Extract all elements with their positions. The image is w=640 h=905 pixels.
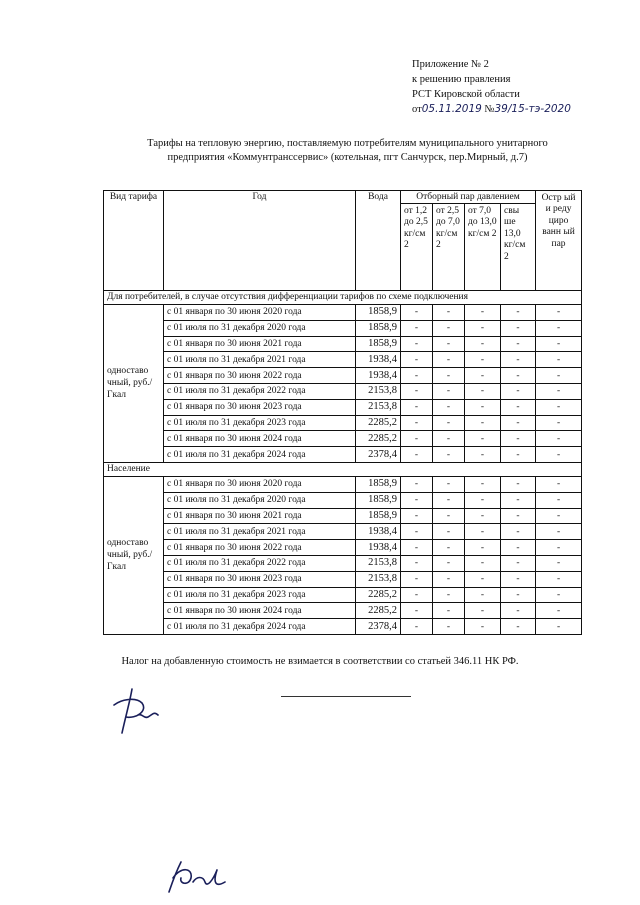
date-prefix: от <box>412 104 422 115</box>
header-steam-group: Отборный пар давлением <box>401 191 536 204</box>
empty-tariff-cell: - <box>536 476 582 492</box>
empty-tariff-cell: - <box>536 492 582 508</box>
header-steam-4: свы ше 13,0 кг/см 2 <box>501 204 536 291</box>
water-tariff-cell: 1858,9 <box>356 476 401 492</box>
title-line-2: предприятия «Коммунтранссервис» (котельная, пгт Санчурск, пер.Мирный, д.7) <box>167 152 528 163</box>
period-cell: с 01 января по 30 июня 2022 года <box>164 540 356 556</box>
period-cell: с 01 июля по 31 декабря 2020 года <box>164 320 356 336</box>
table-row <box>104 431 582 447</box>
table-row <box>104 352 582 368</box>
empty-tariff-cell: - <box>501 524 536 540</box>
empty-tariff-cell: - <box>433 540 465 556</box>
water-tariff-cell: 1858,9 <box>356 492 401 508</box>
tariff-table <box>103 190 582 635</box>
table-row <box>104 415 582 431</box>
empty-tariff-cell: - <box>433 603 465 619</box>
water-tariff-cell: 2153,8 <box>356 555 401 571</box>
empty-tariff-cell: - <box>536 336 582 352</box>
empty-tariff-cell: - <box>501 447 536 463</box>
empty-tariff-cell: - <box>465 415 501 431</box>
period-cell: с 01 июля по 31 декабря 2021 года <box>164 352 356 368</box>
empty-tariff-cell: - <box>536 447 582 463</box>
period-cell: с 01 января по 30 июня 2023 года <box>164 399 356 415</box>
empty-tariff-cell: - <box>465 524 501 540</box>
empty-tariff-cell: - <box>501 368 536 384</box>
appendix-title: Приложение № 2 <box>412 59 489 70</box>
empty-tariff-cell: - <box>536 508 582 524</box>
appendix-block <box>412 57 571 117</box>
empty-tariff-cell: - <box>433 555 465 571</box>
empty-tariff-cell: - <box>465 492 501 508</box>
header-row-1 <box>104 191 582 204</box>
table-row <box>104 336 582 352</box>
empty-tariff-cell: - <box>401 555 433 571</box>
tariff-table-body <box>104 291 582 635</box>
empty-tariff-cell: - <box>401 540 433 556</box>
empty-tariff-cell: - <box>401 476 433 492</box>
section-row <box>104 462 582 476</box>
vat-note: Налог на добавленную стоимость не взимается в соответствии со статьей 346.11 НК РФ. <box>121 656 519 667</box>
table-row <box>104 320 582 336</box>
empty-tariff-cell: - <box>433 368 465 384</box>
number-prefix: № <box>484 104 495 115</box>
empty-tariff-cell: - <box>501 336 536 352</box>
period-cell: с 01 января по 30 июня 2024 года <box>164 603 356 619</box>
empty-tariff-cell: - <box>401 305 433 321</box>
table-row <box>104 571 582 587</box>
water-tariff-cell: 1938,4 <box>356 368 401 384</box>
empty-tariff-cell: - <box>465 336 501 352</box>
signature-line <box>281 696 411 697</box>
water-tariff-cell: 2285,2 <box>356 587 401 603</box>
empty-tariff-cell: - <box>433 447 465 463</box>
empty-tariff-cell: - <box>536 587 582 603</box>
empty-tariff-cell: - <box>433 399 465 415</box>
table-row <box>104 524 582 540</box>
empty-tariff-cell: - <box>433 383 465 399</box>
table-row <box>104 383 582 399</box>
empty-tariff-cell: - <box>433 415 465 431</box>
empty-tariff-cell: - <box>501 492 536 508</box>
empty-tariff-cell: - <box>401 336 433 352</box>
empty-tariff-cell: - <box>401 524 433 540</box>
empty-tariff-cell: - <box>433 476 465 492</box>
table-row <box>104 447 582 463</box>
period-cell: с 01 июля по 31 декабря 2023 года <box>164 415 356 431</box>
empty-tariff-cell: - <box>501 320 536 336</box>
empty-tariff-cell: - <box>433 508 465 524</box>
empty-tariff-cell: - <box>465 587 501 603</box>
table-row <box>104 368 582 384</box>
water-tariff-cell: 1858,9 <box>356 508 401 524</box>
table-row <box>104 508 582 524</box>
empty-tariff-cell: - <box>501 540 536 556</box>
empty-tariff-cell: - <box>536 415 582 431</box>
water-tariff-cell: 1938,4 <box>356 524 401 540</box>
empty-tariff-cell: - <box>401 399 433 415</box>
water-tariff-cell: 2153,8 <box>356 399 401 415</box>
period-cell: с 01 июля по 31 декабря 2024 года <box>164 447 356 463</box>
document-title <box>100 137 595 165</box>
empty-tariff-cell: - <box>465 619 501 635</box>
empty-tariff-cell: - <box>433 619 465 635</box>
appendix-decision: к решению правления <box>412 74 511 85</box>
empty-tariff-cell: - <box>401 619 433 635</box>
period-cell: с 01 января по 30 июня 2020 года <box>164 476 356 492</box>
empty-tariff-cell: - <box>465 476 501 492</box>
empty-tariff-cell: - <box>501 431 536 447</box>
water-tariff-cell: 2153,8 <box>356 571 401 587</box>
empty-tariff-cell: - <box>401 447 433 463</box>
period-cell: с 01 июля по 31 декабря 2022 года <box>164 383 356 399</box>
signature-mark-1 <box>108 685 168 740</box>
water-tariff-cell: 2153,8 <box>356 383 401 399</box>
empty-tariff-cell: - <box>536 555 582 571</box>
empty-tariff-cell: - <box>536 320 582 336</box>
empty-tariff-cell: - <box>433 431 465 447</box>
empty-tariff-cell: - <box>536 603 582 619</box>
handwritten-date: 05.11.2019 <box>421 103 482 115</box>
empty-tariff-cell: - <box>501 399 536 415</box>
table-row <box>104 619 582 635</box>
empty-tariff-cell: - <box>401 383 433 399</box>
empty-tariff-cell: - <box>501 571 536 587</box>
empty-tariff-cell: - <box>465 383 501 399</box>
empty-tariff-cell: - <box>433 336 465 352</box>
empty-tariff-cell: - <box>433 571 465 587</box>
empty-tariff-cell: - <box>433 587 465 603</box>
table-row <box>104 476 582 492</box>
empty-tariff-cell: - <box>401 603 433 619</box>
empty-tariff-cell: - <box>536 368 582 384</box>
empty-tariff-cell: - <box>536 383 582 399</box>
empty-tariff-cell: - <box>465 431 501 447</box>
empty-tariff-cell: - <box>465 508 501 524</box>
empty-tariff-cell: - <box>401 571 433 587</box>
period-cell: с 01 июля по 31 декабря 2020 года <box>164 492 356 508</box>
empty-tariff-cell: - <box>501 587 536 603</box>
empty-tariff-cell: - <box>433 352 465 368</box>
header-water: Вода <box>356 191 401 291</box>
period-cell: с 01 июля по 31 декабря 2021 года <box>164 524 356 540</box>
empty-tariff-cell: - <box>433 492 465 508</box>
empty-tariff-cell: - <box>401 492 433 508</box>
empty-tariff-cell: - <box>465 603 501 619</box>
empty-tariff-cell: - <box>501 352 536 368</box>
empty-tariff-cell: - <box>501 555 536 571</box>
empty-tariff-cell: - <box>536 352 582 368</box>
empty-tariff-cell: - <box>501 415 536 431</box>
period-cell: с 01 января по 30 июня 2024 года <box>164 431 356 447</box>
period-cell: с 01 июля по 31 декабря 2023 года <box>164 587 356 603</box>
header-year: Год <box>164 191 356 291</box>
empty-tariff-cell: - <box>465 368 501 384</box>
handwritten-number: 39/15-тэ-2020 <box>494 103 571 115</box>
tariff-unit-cell: одноставо чный, руб./Гкал <box>104 305 164 463</box>
appendix-authority: РСТ Кировской области <box>412 89 520 100</box>
empty-tariff-cell: - <box>465 399 501 415</box>
empty-tariff-cell: - <box>501 476 536 492</box>
empty-tariff-cell: - <box>536 571 582 587</box>
table-row <box>104 399 582 415</box>
title-line-1: Тарифы на тепловую энергию, поставляемую потребителям муниципального унитарного <box>147 138 548 149</box>
header-sharp-steam: Остр ый и реду циро ванн ый пар <box>536 191 582 291</box>
empty-tariff-cell: - <box>536 399 582 415</box>
water-tariff-cell: 1858,9 <box>356 336 401 352</box>
table-row <box>104 540 582 556</box>
empty-tariff-cell: - <box>465 540 501 556</box>
empty-tariff-cell: - <box>501 305 536 321</box>
empty-tariff-cell: - <box>536 540 582 556</box>
appendix-date-line <box>412 102 571 117</box>
empty-tariff-cell: - <box>401 352 433 368</box>
period-cell: с 01 июля по 31 декабря 2022 года <box>164 555 356 571</box>
empty-tariff-cell: - <box>465 571 501 587</box>
header-steam-3: от 7,0 до 13,0 кг/см 2 <box>465 204 501 291</box>
empty-tariff-cell: - <box>501 603 536 619</box>
period-cell: с 01 января по 30 июня 2020 года <box>164 305 356 321</box>
water-tariff-cell: 2285,2 <box>356 415 401 431</box>
header-tariff-type: Вид тарифа <box>104 191 164 291</box>
empty-tariff-cell: - <box>433 305 465 321</box>
table-row <box>104 603 582 619</box>
period-cell: с 01 января по 30 июня 2023 года <box>164 571 356 587</box>
water-tariff-cell: 2285,2 <box>356 431 401 447</box>
empty-tariff-cell: - <box>465 352 501 368</box>
empty-tariff-cell: - <box>501 383 536 399</box>
empty-tariff-cell: - <box>536 305 582 321</box>
empty-tariff-cell: - <box>433 320 465 336</box>
section-label: Население <box>104 462 582 476</box>
water-tariff-cell: 1938,4 <box>356 540 401 556</box>
empty-tariff-cell: - <box>401 431 433 447</box>
empty-tariff-cell: - <box>433 524 465 540</box>
empty-tariff-cell: - <box>465 305 501 321</box>
table-row <box>104 555 582 571</box>
period-cell: с 01 января по 30 июня 2021 года <box>164 508 356 524</box>
water-tariff-cell: 2378,4 <box>356 619 401 635</box>
water-tariff-cell: 1858,9 <box>356 305 401 321</box>
empty-tariff-cell: - <box>465 447 501 463</box>
table-row <box>104 492 582 508</box>
empty-tariff-cell: - <box>501 619 536 635</box>
empty-tariff-cell: - <box>401 508 433 524</box>
empty-tariff-cell: - <box>401 368 433 384</box>
header-steam-1: от 1,2 до 2,5 кг/см 2 <box>401 204 433 291</box>
water-tariff-cell: 1858,9 <box>356 320 401 336</box>
period-cell: с 01 января по 30 июня 2022 года <box>164 368 356 384</box>
table-row <box>104 305 582 321</box>
empty-tariff-cell: - <box>536 619 582 635</box>
tariff-unit-cell: одноставо чный, руб./Гкал <box>104 476 164 634</box>
empty-tariff-cell: - <box>401 415 433 431</box>
signature-mark-2 <box>163 858 233 898</box>
table-row <box>104 587 582 603</box>
empty-tariff-cell: - <box>465 320 501 336</box>
header-steam-2: от 2,5 до 7,0 кг/см 2 <box>433 204 465 291</box>
empty-tariff-cell: - <box>501 508 536 524</box>
water-tariff-cell: 2378,4 <box>356 447 401 463</box>
water-tariff-cell: 1938,4 <box>356 352 401 368</box>
period-cell: с 01 января по 30 июня 2021 года <box>164 336 356 352</box>
empty-tariff-cell: - <box>401 320 433 336</box>
empty-tariff-cell: - <box>536 431 582 447</box>
section-label: Для потребителей, в случае отсутствия дифференциации тарифов по схеме подключения <box>104 291 582 305</box>
empty-tariff-cell: - <box>536 524 582 540</box>
empty-tariff-cell: - <box>465 555 501 571</box>
section-row <box>104 291 582 305</box>
water-tariff-cell: 2285,2 <box>356 603 401 619</box>
period-cell: с 01 июля по 31 декабря 2024 года <box>164 619 356 635</box>
empty-tariff-cell: - <box>401 587 433 603</box>
